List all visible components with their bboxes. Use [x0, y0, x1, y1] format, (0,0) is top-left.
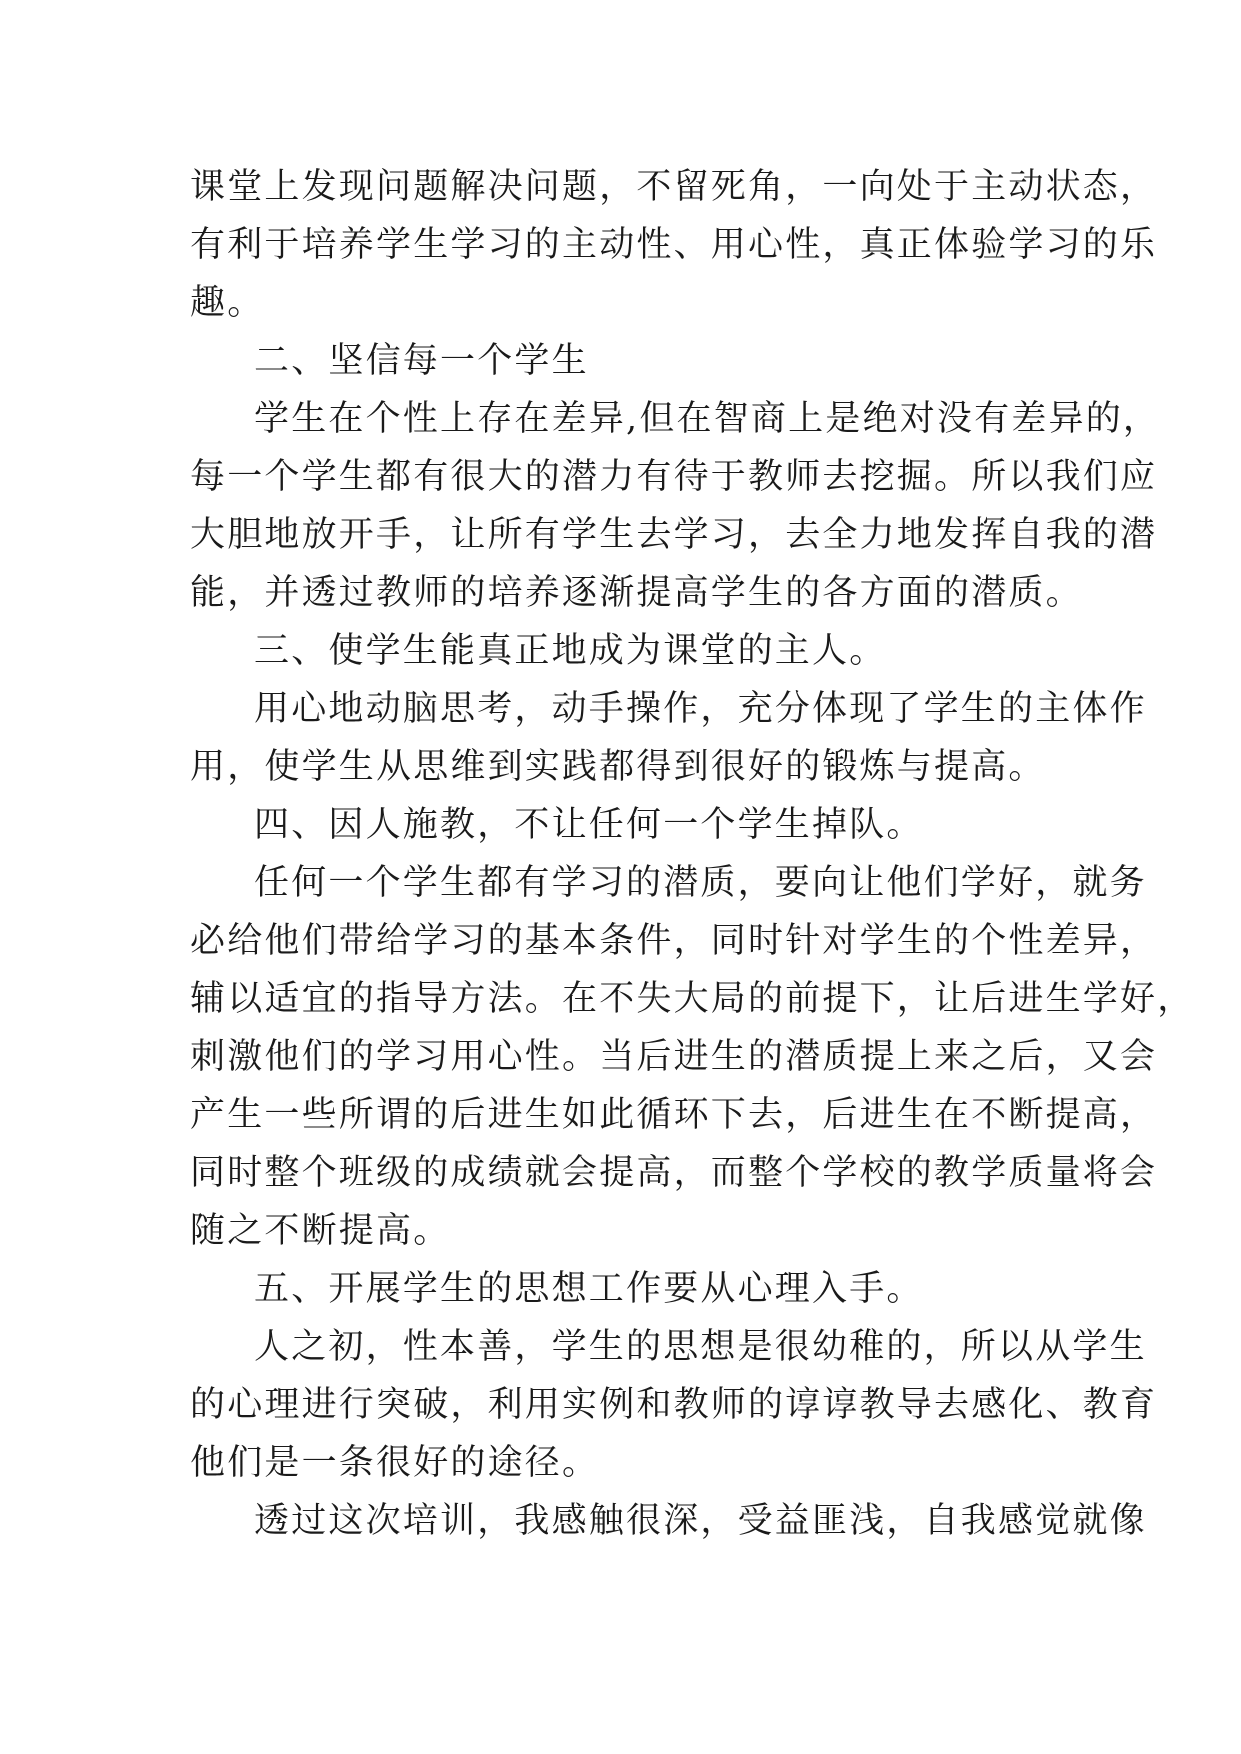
paragraph-line: 产生一些所谓的后进生如此循环下去，后进生在不断提高， [190, 1095, 1158, 1135]
paragraph-line: 辅以适宜的指导方法。在不失大局的前提下，让后进生学好， [190, 979, 1195, 1019]
paragraph-line: 每一个学生都有很大的潜力有待于教师去挖掘。所以我们应 [190, 457, 1158, 497]
paragraph-line: 用，使学生从思维到实践都得到很好的锻炼与提高。 [190, 747, 1046, 787]
section-heading-4: 四、因人施教，不让任何一个学生掉队。 [254, 805, 924, 845]
paragraph-line: 随之不断提高。 [190, 1211, 451, 1251]
paragraph-line: 刺激他们的学习用心性。当后进生的潜质提上来之后，又会 [190, 1037, 1158, 1077]
paragraph-line: 趣。 [190, 283, 265, 323]
section-heading-3: 三、使学生能真正地成为课堂的主人。 [254, 631, 887, 671]
paragraph-line: 的心理进行突破，利用实例和教师的谆谆教导去感化、教育 [190, 1385, 1158, 1425]
paragraph-line: 同时整个班级的成绩就会提高，而整个学校的教学质量将会 [190, 1153, 1158, 1193]
section-heading-5: 五、开展学生的思想工作要从心理入手。 [254, 1269, 924, 1309]
paragraph-line: 人之初，性本善，学生的思想是很幼稚的，所以从学生 [254, 1327, 1147, 1367]
paragraph-line: 用心地动脑思考，动手操作，充分体现了学生的主体作 [254, 689, 1147, 729]
paragraph-line: 课堂上发现问题解决问题，不留死角，一向处于主动状态， [190, 167, 1158, 207]
paragraph-line: 他们是一条很好的途径。 [190, 1443, 600, 1483]
paragraph-line: 透过这次培训，我感触很深，受益匪浅，自我感觉就像 [254, 1501, 1147, 1541]
paragraph-line: 任何一个学生都有学习的潜质，要向让他们学好，就务 [254, 863, 1147, 903]
paragraph-line: 学生在个性上存在差异,但在智商上是绝对没有差异的， [254, 399, 1161, 439]
section-heading-2: 二、坚信每一个学生 [254, 341, 589, 381]
paragraph-line: 必给他们带给学习的基本条件，同时针对学生的个性差异， [190, 921, 1158, 961]
paragraph-line: 有利于培养学生学习的主动性、用心性，真正体验学习的乐 [190, 225, 1158, 265]
paragraph-line: 能，并透过教师的培养逐渐提高学生的各方面的潜质。 [190, 573, 1083, 613]
paragraph-line: 大胆地放开手，让所有学生去学习，去全力地发挥自我的潜 [190, 515, 1158, 555]
